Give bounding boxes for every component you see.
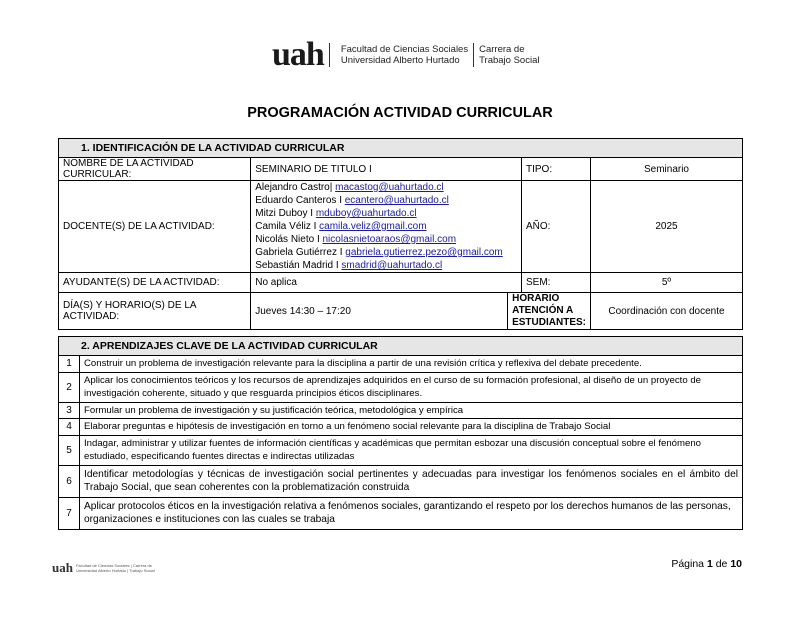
docente-email-link[interactable]: macastog@uahurtado.cl (335, 182, 444, 193)
logo-divider (329, 43, 330, 67)
career-line-1: Carrera de (479, 44, 525, 55)
docente-entry: Camila Véliz I camila.veliz@gmail.com (255, 221, 427, 232)
docente-label: DOCENTE(S) DE LA ACTIVIDAD: (59, 181, 251, 273)
item-text: Indagar, administrar y utilizar fuentes de información científicas y académicas que permitan esbozar una discusión conceptual sobre el fenómeno estudiado, especificando fuentes directas e indirectas utilizadas (80, 435, 743, 465)
docente-email-link[interactable]: gabriela.gutierrez.pezo@gmail.com (345, 247, 503, 258)
section-2-heading: 2. APRENDIZAJES CLAVE DE LA ACTIVIDAD CURRICULAR (59, 337, 743, 356)
horario-label: DÍA(S) Y HORARIO(S) DE LA ACTIVIDAD: (59, 293, 251, 330)
docente-email-link[interactable]: camila.veliz@gmail.com (319, 221, 427, 232)
footer-logo-line-1: Facultad de Ciencias Sociales | Carrera de (75, 563, 152, 568)
item-number: 4 (59, 419, 80, 436)
page-current: 1 (706, 558, 713, 570)
aprendizajes-table (58, 336, 743, 530)
atencion-label: HORARIO ATENCIÓN A ESTUDIANTES: (508, 293, 591, 330)
faculty-line-1: Facultad de Ciencias Sociales (340, 44, 469, 55)
nombre-value: SEMINARIO DE TITULO I (251, 158, 522, 181)
section-1-heading: 1. IDENTIFICACIÓN DE LA ACTIVIDAD CURRICULAR (59, 139, 743, 158)
sem-label: SEM: (521, 273, 590, 293)
item-number: 7 (59, 497, 80, 529)
docente-email-link[interactable]: nicolasnietoaraos@gmail.com (322, 234, 457, 245)
docente-entry: Alejandro Castro| macastog@uahurtado.cl (255, 182, 444, 193)
table-row (59, 497, 743, 529)
table-row (59, 419, 743, 436)
docente-entry: Eduardo Canteros I ecantero@uahurtado.cl (255, 195, 449, 206)
table-row (59, 465, 743, 497)
career-name (479, 44, 539, 66)
page-total: 10 (730, 558, 742, 570)
item-text: Elaborar preguntas e hipótesis de investigación en torno a un fenómeno social relevante para la disciplina de Trabajo Social (80, 419, 743, 436)
footer-logo-line-2: Universidad Alberto Hurtado | Trabajo Social (75, 568, 155, 573)
table-row (59, 402, 743, 419)
docentes-list (251, 181, 522, 273)
faculty-line-2: Universidad Alberto Hurtado (340, 55, 460, 66)
uah-logo-mark: uah (272, 36, 324, 73)
header-logo (272, 36, 540, 73)
nombre-label: NOMBRE DE LA ACTIVIDAD CURRICULAR: (59, 158, 251, 181)
table-row (59, 356, 743, 373)
page-number (671, 558, 742, 570)
faculty-name (341, 44, 468, 66)
anio-value: 2025 (590, 181, 742, 273)
docente-email-link[interactable]: mduboy@uahurtado.cl (315, 208, 417, 219)
career-line-2: Trabajo Social (479, 55, 540, 66)
item-number: 3 (59, 402, 80, 419)
table-row (59, 372, 743, 402)
docente-entry: Mitzi Duboy I mduboy@uahurtado.cl (255, 208, 417, 219)
item-text: Formular un problema de investigación y su justificación teórica, metodológica y empírica (80, 402, 743, 419)
anio-label: AÑO: (521, 181, 590, 273)
item-number: 6 (59, 465, 80, 497)
item-number: 5 (59, 435, 80, 465)
item-number: 1 (59, 356, 80, 373)
docente-entry: Nicolás Nieto I nicolasnietoaraos@gmail.com (255, 234, 457, 245)
table-row (59, 435, 743, 465)
item-text: Aplicar protocolos éticos en la investigación relativa a fenómenos sociales, garantizando el respeto por los derechos humanos de las personas, organizaciones e instituciones con las cuales se trabaja (80, 497, 743, 529)
item-number: 2 (59, 372, 80, 402)
sem-value: 5º (590, 273, 742, 293)
page-prefix: Página (671, 558, 707, 570)
docente-entry: Gabriela Gutiérrez I gabriela.gutierrez.pezo@gmail.com (255, 247, 503, 258)
item-text: Construir un problema de investigación relevante para la disciplina a partir de una revisión crítica y reflexiva del debate precedente. (80, 356, 743, 373)
item-text: Aplicar los conocimientos teóricos y los recursos de aprendizajes adquiridos en el curso de su formación profesional, al diseño de un proyecto de investigación coherente, situado y que resguarda principios éticos disciplinares. (80, 372, 743, 402)
ayudante-value: No aplica (251, 273, 522, 293)
ayudante-label: AYUDANTE(S) DE LA ACTIVIDAD: (59, 273, 251, 293)
footer-logo-text (76, 563, 155, 573)
tipo-value: Seminario (590, 158, 742, 181)
page-of: de (712, 558, 731, 570)
docente-email-link[interactable]: ecantero@uahurtado.cl (344, 195, 449, 206)
footer-logo (52, 560, 155, 576)
page-title: PROGRAMACIÓN ACTIVIDAD CURRICULAR (247, 105, 553, 121)
logo-divider-2 (473, 43, 474, 67)
footer-logo-mark: uah (52, 560, 73, 575)
docente-entry: Sebastián Madrid I smadrid@uahurtado.cl (255, 260, 443, 271)
identificacion-table (58, 138, 743, 330)
horario-value: Jueves 14:30 – 17:20 (251, 293, 508, 330)
item-text: Identificar metodologías y técnicas de investigación social pertinentes y adecuadas para investigar los fenómenos sociales en el ámbito del Trabajo Social, que sean coherentes con la problematización construida (80, 465, 743, 497)
docente-email-link[interactable]: smadrid@uahurtado.cl (341, 260, 443, 271)
tipo-label: TIPO: (521, 158, 590, 181)
atencion-value: Coordinación con docente (590, 293, 742, 330)
